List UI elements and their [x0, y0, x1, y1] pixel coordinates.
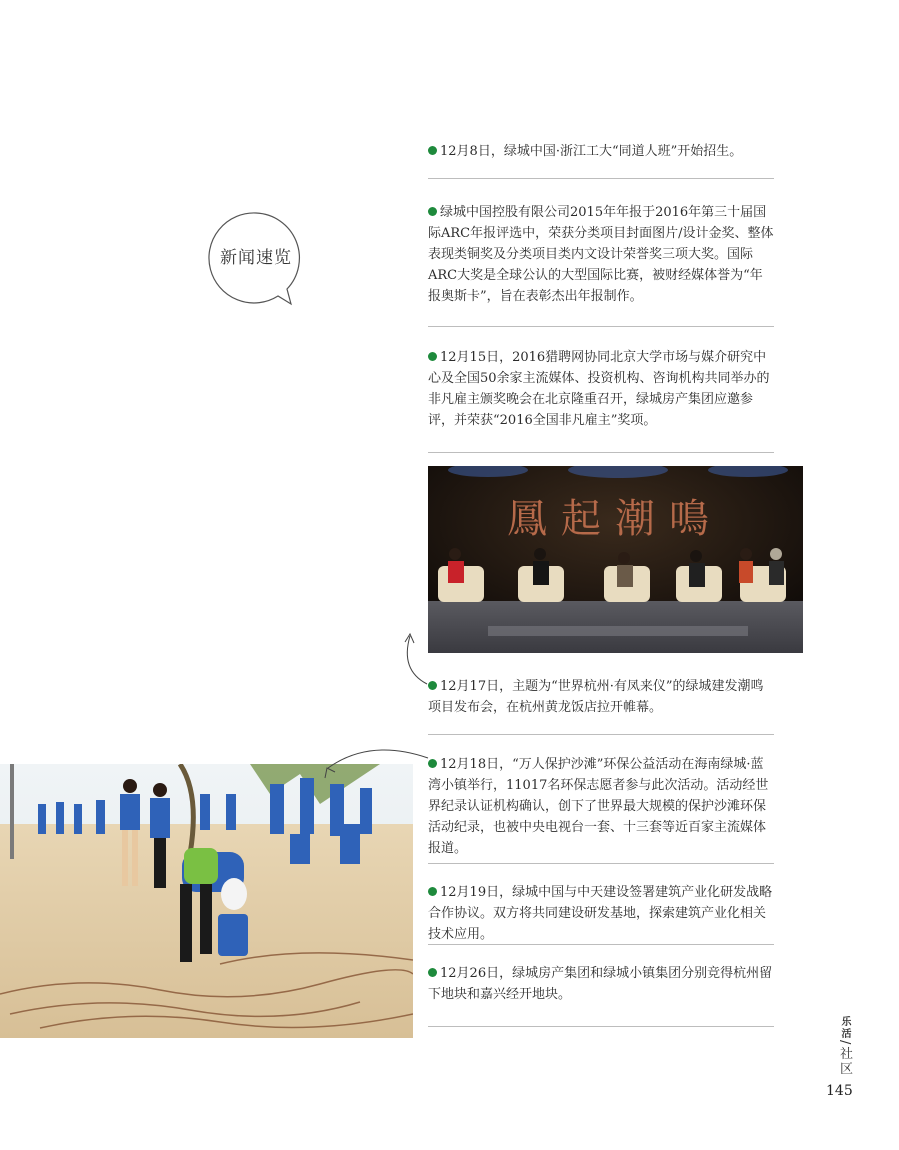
stage-backdrop-text: 鳳起潮鳴	[507, 496, 723, 542]
bullet-icon	[428, 352, 437, 361]
news-item: 12月8日，绿城中国·浙江工大“同道人班”开始招生。	[428, 141, 774, 162]
divider	[428, 944, 774, 945]
divider	[428, 863, 774, 864]
divider	[428, 1026, 774, 1027]
bullet-icon	[428, 681, 437, 690]
curved-arrow-icon	[407, 636, 427, 684]
news-item: 12月26日，绿城房产集团和绿城小镇集团分别竞得杭州留下地块和嘉兴经开地块。	[428, 966, 773, 1002]
bullet-icon	[428, 146, 437, 155]
divider	[428, 178, 774, 179]
bullet-icon	[428, 968, 437, 977]
bullet-icon	[428, 887, 437, 896]
news-item: 12月19日，绿城中国与中天建设签署建筑产业化研发战略合作协议。双方将共同建设研发基地，探索建筑产业化相关技术应用。	[428, 885, 773, 942]
bullet-icon	[428, 759, 437, 768]
stage-event-photo	[428, 466, 803, 653]
divider	[428, 326, 774, 327]
page-number: 145	[826, 1083, 853, 1099]
bullet-icon	[428, 207, 437, 216]
divider	[428, 734, 774, 735]
news-item: 12月15日，2016猎聘网协同北京大学市场与媒介研究中心及全国50余家主流媒体、投资机构、咨询机构共同举办的非凡雇主颁奖晚会在北京隆重召开，绿城房产集团应邀参评，并荣获“2016全国非凡雇主”奖项。	[428, 350, 770, 428]
news-item: 12月17日，主题为“世界杭州·有凤来仪”的绿城建发潮鸣项目发布会，在杭州黄龙饭店拉开帷幕。	[428, 679, 764, 715]
news-item: 12月18日，“万人保护沙滩”环保公益活动在海南绿城·蓝湾小镇举行，11017名环保志愿者参与此次活动。活动经世界纪录认证机构确认，创下了世界最大规模的保护沙滩环保活动纪录，也被中央电视台一套、十三套等近百家主流媒体报道。	[428, 757, 769, 856]
news-item: 绿城中国控股有限公司2015年年报于2016年第三十届国际ARC年报评选中，荣获分类项目封面图片/设计金奖、整体表现类铜奖及分类项目类内文设计荣誉奖三项大奖。国际ARC大奖是全球公认的大型国际比赛，被财经媒体誉为“年报奥斯卡”，旨在表彰杰出年报制作。	[428, 205, 774, 304]
divider	[428, 452, 774, 453]
section-label: 乐活/社区	[837, 1016, 852, 1077]
footer-section: 社区	[837, 1046, 852, 1077]
section-badge: 新闻速览	[220, 248, 292, 268]
beach-cleanup-photo	[0, 764, 413, 1038]
arrow-head-icon	[405, 634, 414, 643]
footer-brand: 乐活	[839, 1016, 850, 1040]
